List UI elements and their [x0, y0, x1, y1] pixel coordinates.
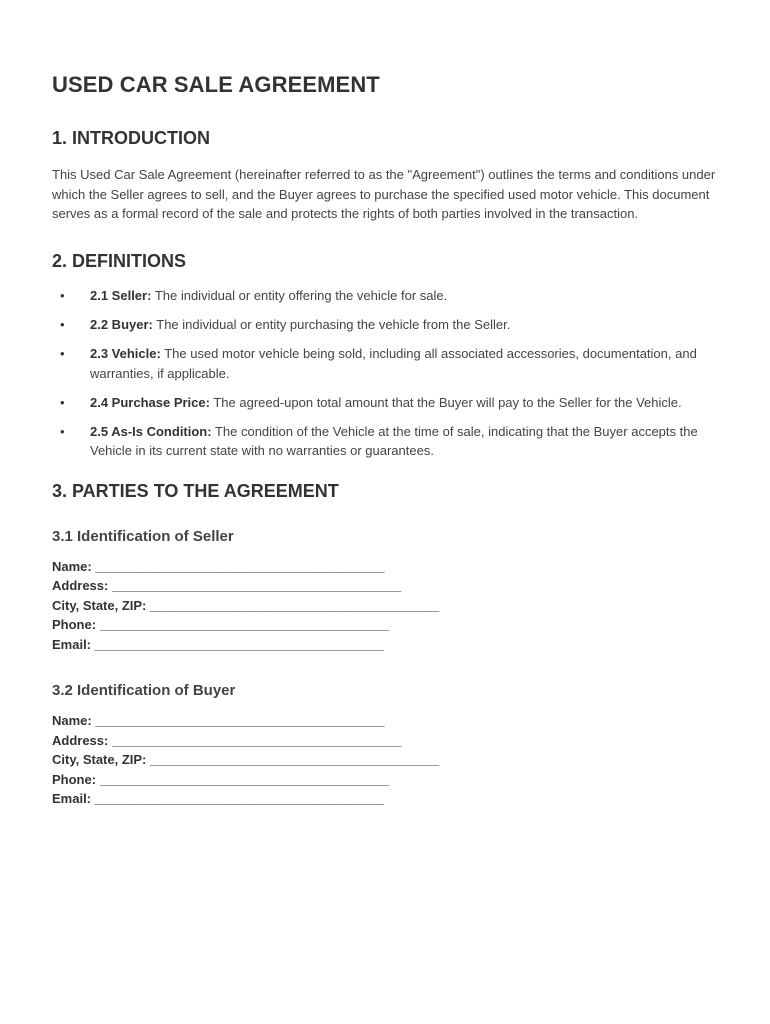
- bullet-icon: •: [60, 316, 65, 332]
- buyer-email-field[interactable]: [52, 789, 718, 809]
- definition-item: [52, 286, 720, 306]
- field-label: City, State, ZIP:: [52, 597, 147, 613]
- definition-item: [52, 344, 720, 383]
- field-label: Phone:: [52, 617, 97, 633]
- field-label: City, State, ZIP:: [52, 752, 147, 768]
- field-label: Email:: [52, 791, 92, 807]
- definition-item: [52, 422, 720, 461]
- definition-text: The individual or entity offering the vehicle for sale.: [151, 287, 448, 303]
- seller-address-field[interactable]: [52, 576, 718, 596]
- seller-identification-heading: 3.1 Identification of Seller: [52, 527, 234, 545]
- buyer-address-field[interactable]: [52, 731, 718, 751]
- definitions-list: [52, 286, 718, 461]
- definition-term: 2.3 Vehicle:: [90, 345, 161, 361]
- blank-line: ________________________________________: [150, 597, 440, 613]
- definition-item: [52, 315, 720, 335]
- blank-line: ________________________________________: [99, 771, 389, 787]
- definition-term: 2.5 As-Is Condition:: [90, 423, 212, 439]
- definition-term: 2.1 Seller:: [90, 287, 152, 303]
- definition-item: [52, 393, 720, 413]
- blank-line: ________________________________________: [99, 617, 389, 633]
- field-label: Address:: [52, 578, 109, 594]
- seller-city-state-zip-field[interactable]: [52, 596, 718, 616]
- blank-line: ________________________________________: [150, 752, 440, 768]
- seller-phone-field[interactable]: [52, 615, 718, 635]
- field-label: Name:: [52, 558, 92, 574]
- definition-term: 2.2 Buyer:: [90, 316, 153, 332]
- parties-heading: 3. PARTIES TO THE AGREEMENT: [52, 480, 339, 501]
- bullet-icon: •: [60, 287, 65, 303]
- blank-line: ________________________________________: [95, 558, 385, 574]
- field-label: Name:: [52, 713, 92, 729]
- introduction-heading: 1. INTRODUCTION: [52, 128, 211, 148]
- seller-email-field[interactable]: [52, 635, 718, 655]
- blank-line: ________________________________________: [111, 732, 402, 748]
- introduction-paragraph: This Used Car Sale Agreement (hereinafter referred to as the "Agreement") outlines the terms and conditions under which the Seller agrees to sell, and the Buyer agrees to purchase the specified used motor vehicle. This document serves as a formal record of the sale and protects the rights of both parties involved in the transaction.: [52, 167, 716, 222]
- seller-name-field[interactable]: [52, 557, 718, 577]
- blank-line: ________________________________________: [95, 713, 385, 729]
- field-label: Email:: [52, 636, 92, 652]
- document-title: USED CAR SALE AGREEMENT: [52, 72, 380, 97]
- blank-line: ________________________________________: [94, 636, 384, 652]
- seller-fields: [52, 557, 718, 655]
- blank-line: ________________________________________: [94, 791, 384, 807]
- definition-term: 2.4 Purchase Price:: [90, 394, 210, 410]
- buyer-fields: [52, 711, 718, 809]
- buyer-city-state-zip-field[interactable]: [52, 750, 718, 770]
- bullet-icon: •: [60, 345, 65, 361]
- buyer-name-field[interactable]: [52, 711, 718, 731]
- definition-text: The used motor vehicle being sold, including all associated accessories, documentation, and warranties, if applicable.: [90, 345, 697, 381]
- bullet-icon: •: [60, 394, 65, 410]
- definition-text: The agreed-upon total amount that the Buyer will pay to the Seller for the Vehicle.: [209, 394, 682, 410]
- definition-text: The condition of the Vehicle at the time of sale, indicating that the Buyer accepts the Vehicle in its current state with no warranties or guarantees.: [90, 423, 698, 459]
- buyer-identification-heading: 3.2 Identification of Buyer: [52, 682, 236, 700]
- bullet-icon: •: [60, 423, 65, 439]
- field-label: Address:: [52, 732, 109, 748]
- buyer-phone-field[interactable]: [52, 770, 718, 790]
- field-label: Phone:: [52, 771, 97, 787]
- definitions-heading: 2. DEFINITIONS: [52, 250, 187, 271]
- blank-line: ________________________________________: [111, 578, 402, 594]
- definition-text: The individual or entity purchasing the vehicle from the Seller.: [152, 316, 511, 332]
